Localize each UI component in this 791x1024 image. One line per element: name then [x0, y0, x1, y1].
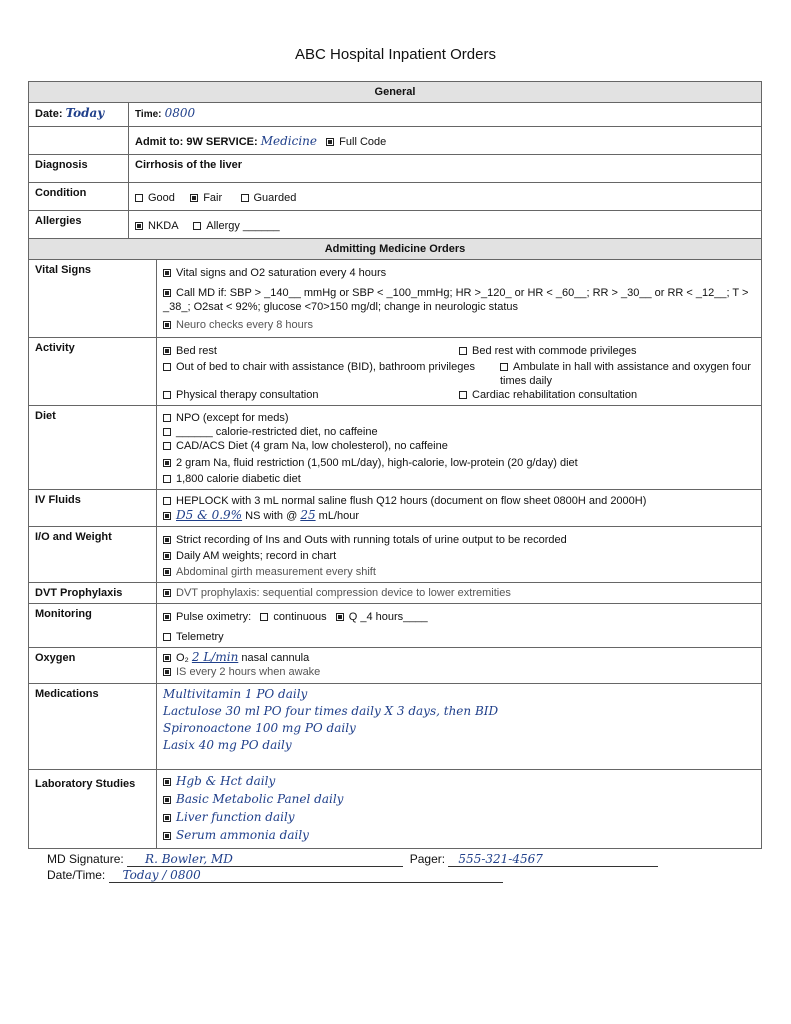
vital-3-checkbox[interactable]	[163, 321, 171, 329]
admit-cell	[129, 127, 762, 155]
diet-1-text: NPO (except for meds)	[176, 412, 289, 424]
diet-3-text: CAD/ACS Diet (4 gram Na, low cholesterol), no caffeine	[176, 440, 448, 452]
date-row	[29, 103, 762, 127]
commode-checkbox[interactable]	[459, 347, 467, 355]
admitting-header: Admitting Medicine Orders	[29, 239, 762, 260]
cardiac-rehab-checkbox[interactable]	[459, 391, 467, 399]
io-2-text: Daily AM weights; record in chart	[176, 550, 337, 562]
lab-item[interactable]: Hgb & Hct daily	[176, 774, 276, 788]
condition-guarded-checkbox[interactable]	[241, 194, 249, 202]
iv-fluids-row	[29, 490, 762, 527]
diet-cell	[157, 406, 762, 490]
o2-rate-value[interactable]: 2 L/min	[191, 650, 239, 664]
time-label: Time:	[135, 109, 162, 120]
lab-studies-cell	[157, 770, 762, 849]
diagnosis-row	[29, 155, 762, 183]
q4h-checkbox[interactable]	[336, 613, 344, 621]
vital-2-text: Call MD if: SBP > _140__ mmHg or SBP < _100_mmHg; HR >_120_ or HR < _60__; RR > _30__ or RR < _12__; T > _38_; O2sat < 92%; glucose <70>150 mg/dl; change in neurologic status	[163, 287, 749, 313]
date-cell	[29, 103, 129, 127]
condition-good-label: Good	[148, 192, 175, 204]
lab-studies-label: Laboratory Studies	[29, 770, 157, 849]
signature-value[interactable]: R. Bowler, MD	[145, 852, 233, 866]
condition-fair-label: Fair	[203, 192, 223, 204]
ambulate-checkbox[interactable]	[500, 363, 508, 371]
datetime-label: Date/Time:	[47, 868, 106, 882]
o2-checkbox[interactable]	[163, 654, 171, 662]
pt-consult-checkbox[interactable]	[163, 391, 171, 399]
iv-ns-text: NS with @	[245, 510, 298, 522]
service-value[interactable]: Medicine	[260, 134, 317, 148]
time-value[interactable]: 0800	[164, 106, 196, 120]
allergy-label: Allergy ______	[206, 220, 280, 232]
lab-checkbox[interactable]	[163, 814, 171, 822]
act-4-text: Ambulate in hall with assistance and oxygen four times daily	[500, 361, 751, 387]
io-weight-cell	[157, 527, 762, 583]
nkda-checkbox[interactable]	[135, 222, 143, 230]
dvt-1-text: DVT prophylaxis: sequential compression device to lower extremities	[176, 587, 511, 599]
medication-item[interactable]: Lactulose 30 ml PO four times daily X 3 days, then BID	[163, 704, 499, 718]
date-value[interactable]: Today	[65, 106, 105, 120]
heplock-checkbox[interactable]	[163, 497, 171, 505]
medications-row	[29, 684, 762, 770]
continuous-checkbox[interactable]	[260, 613, 268, 621]
vital-signs-cell	[157, 260, 762, 338]
oxygen-row	[29, 648, 762, 684]
list-item	[163, 286, 755, 314]
o2-text: O₂	[176, 652, 189, 664]
io-3-text: Abdominal girth measurement every shift	[176, 566, 376, 578]
2g-na-checkbox[interactable]	[163, 459, 171, 467]
cad-acs-checkbox[interactable]	[163, 442, 171, 450]
condition-cell	[129, 183, 762, 211]
iv-fluids-label: IV Fluids	[29, 490, 157, 527]
list-item	[163, 318, 755, 332]
diagnosis-value: Cirrhosis of the liver	[129, 155, 762, 183]
pager-label: Pager:	[409, 852, 446, 866]
page-title: ABC Hospital Inpatient Orders	[295, 46, 496, 63]
allergies-cell	[129, 211, 762, 239]
allergy-checkbox[interactable]	[193, 222, 201, 230]
act-6-text: Cardiac rehabilitation consultation	[472, 389, 638, 401]
medications-cell	[157, 684, 762, 770]
vital-3-text: Neuro checks every 8 hours	[176, 319, 313, 331]
activity-label: Activity	[29, 338, 157, 406]
q4h-text: Q _4 hours____	[348, 611, 428, 623]
signature-label: MD Signature:	[47, 852, 124, 866]
lab-checkbox[interactable]	[163, 778, 171, 786]
orders-table	[28, 81, 762, 849]
io-1-text: Strict recording of Ins and Outs with running totals of urine output to be recorded	[176, 534, 567, 546]
iv-fluid-value[interactable]: D5 & 0.9%	[176, 508, 243, 522]
iv-fluids-cell	[157, 490, 762, 527]
iv-unit-text: mL/hour	[318, 510, 360, 522]
diet-5-text: 1,800 calorie diabetic diet	[176, 473, 301, 485]
act-2-text: Bed rest with commode privileges	[472, 345, 637, 357]
diet-label: Diet	[29, 406, 157, 490]
list-item	[163, 266, 755, 280]
datetime-value[interactable]: Today / 0800	[122, 868, 201, 882]
calorie-restricted-checkbox[interactable]	[163, 428, 171, 436]
pulse-ox-text: Pulse oximetry:	[176, 611, 252, 623]
medication-item[interactable]: Spironoactone 100 mg PO daily	[163, 721, 356, 735]
vital-2-checkbox[interactable]	[163, 289, 171, 297]
condition-fair-checkbox[interactable]	[190, 194, 198, 202]
medication-item[interactable]: Lasix 40 mg PO daily	[163, 738, 292, 752]
lab-item[interactable]: Liver function daily	[176, 810, 295, 824]
activity-row	[29, 338, 762, 406]
iv-1-text: HEPLOCK with 3 mL normal saline flush Q12 hours (document on flow sheet 0800H and 2000H)	[176, 495, 647, 507]
iv-rate-value[interactable]: 25	[300, 508, 316, 522]
act-1-text: Bed rest	[176, 345, 217, 357]
oob-chair-checkbox[interactable]	[163, 363, 171, 371]
lab-checkbox[interactable]	[163, 796, 171, 804]
oxygen-cell	[157, 648, 762, 684]
date-label: Date:	[35, 108, 63, 120]
allergies-label: Allergies	[29, 211, 129, 239]
telemetry-checkbox[interactable]	[163, 633, 171, 641]
npo-checkbox[interactable]	[163, 414, 171, 422]
nkda-label: NKDA	[148, 220, 178, 232]
signature-line	[47, 852, 658, 867]
is-checkbox[interactable]	[163, 668, 171, 676]
general-header: General	[29, 82, 762, 103]
io-weight-label: I/O and Weight	[29, 527, 157, 583]
condition-guarded-label: Guarded	[253, 192, 297, 204]
condition-good-checkbox[interactable]	[135, 194, 143, 202]
io-checkbox[interactable]	[163, 536, 171, 544]
lab-checkbox[interactable]	[163, 832, 171, 840]
time-cell	[129, 103, 762, 127]
admit-text: Admit to: 9W SERVICE:	[135, 136, 258, 148]
general-header-row	[29, 82, 762, 103]
diet-row	[29, 406, 762, 490]
oxygen-label: Oxygen	[29, 648, 157, 684]
diet-2-text: ______ calorie-restricted diet, no caffeine	[176, 426, 378, 438]
medication-item[interactable]: Multivitamin 1 PO daily	[163, 687, 308, 701]
nasal-cannula-text: nasal cannula	[241, 652, 310, 664]
act-5-text: Physical therapy consultation	[176, 389, 319, 401]
monitoring-row	[29, 604, 762, 648]
lab-item[interactable]: Serum ammonia daily	[176, 828, 309, 842]
vital-signs-label: Vital Signs	[29, 260, 157, 338]
allergies-row	[29, 211, 762, 239]
act-3-text: Out of bed to chair with assistance (BID), bathroom privileges	[176, 361, 475, 373]
lab-item[interactable]: Basic Metabolic Panel daily	[176, 792, 344, 806]
admit-row	[29, 127, 762, 155]
iv-fluid-checkbox[interactable]	[163, 512, 171, 520]
girth-checkbox[interactable]	[163, 568, 171, 576]
condition-row	[29, 183, 762, 211]
diagnosis-label: Diagnosis	[29, 155, 129, 183]
activity-cell	[157, 338, 762, 406]
diabetic-diet-checkbox[interactable]	[163, 475, 171, 483]
condition-label: Condition	[29, 183, 129, 211]
medications-label: Medications	[29, 684, 157, 770]
telemetry-text: Telemetry	[176, 631, 224, 643]
vital-signs-row	[29, 260, 762, 338]
diet-4-text: 2 gram Na, fluid restriction (1,500 mL/day), high-calorie, low-protein (20 g/day) diet	[176, 457, 578, 469]
is-text: IS every 2 hours when awake	[176, 666, 321, 678]
vital-1-checkbox[interactable]	[163, 269, 171, 277]
bed-rest-checkbox[interactable]	[163, 347, 171, 355]
continuous-text: continuous	[273, 611, 327, 623]
pulse-ox-checkbox[interactable]	[163, 613, 171, 621]
vital-1-text: Vital signs and O2 saturation every 4 hours	[176, 267, 387, 279]
daily-weight-checkbox[interactable]	[163, 552, 171, 560]
datetime-line	[47, 868, 503, 883]
io-weight-row	[29, 527, 762, 583]
full-code-checkbox[interactable]	[326, 138, 334, 146]
full-code-label: Full Code	[339, 136, 387, 148]
dvt-checkbox[interactable]	[163, 589, 171, 597]
dvt-cell	[157, 583, 762, 604]
monitoring-label: Monitoring	[29, 604, 157, 648]
lab-studies-row	[29, 770, 762, 849]
dvt-label: DVT Prophylaxis	[29, 583, 157, 604]
pager-value[interactable]: 555-321-4567	[458, 852, 543, 866]
admitting-header-row	[29, 239, 762, 260]
monitoring-cell	[157, 604, 762, 648]
dvt-row	[29, 583, 762, 604]
